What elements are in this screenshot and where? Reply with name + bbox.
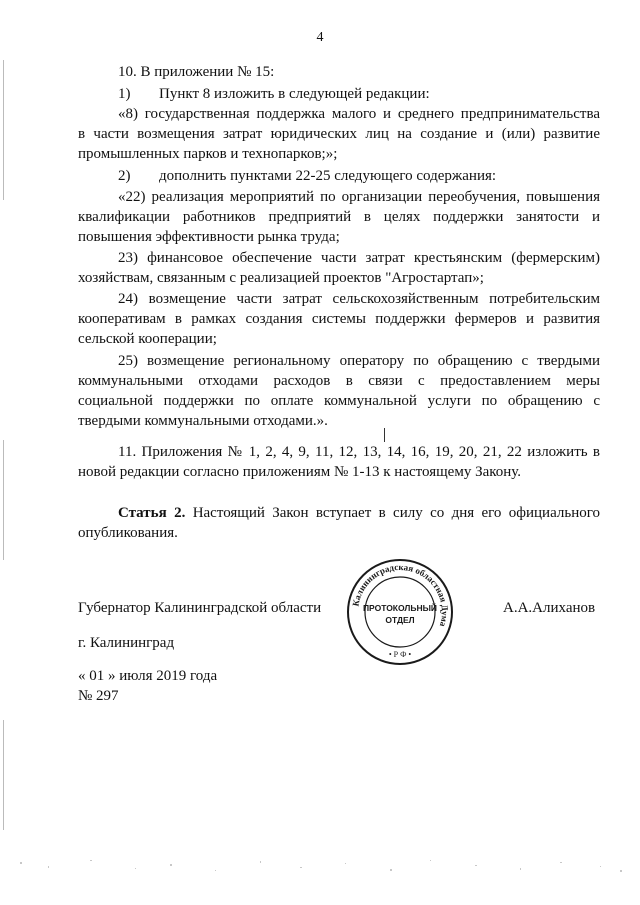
- official-stamp: [345, 557, 455, 667]
- text-cursor-mark: [384, 428, 385, 442]
- point25-line: твердыми коммунальными отходами.».: [78, 413, 328, 429]
- point8-line: «8) государственная поддержка малого и среднего предпринимательства: [118, 106, 600, 122]
- scan-noise: [0, 848, 640, 888]
- article2-label: Статья 2.: [118, 505, 186, 521]
- point24-line: кооперативам в рамках создания системы поддержки фермеров и развития: [78, 311, 600, 327]
- stamp-center-line: ПРОТОКОЛЬНЫЙ: [362, 603, 438, 613]
- sub2-text: дополнить пунктами 22-25 следующего содержания:: [159, 168, 497, 184]
- point8-line: в части возмещения затрат юридических лиц на создание и (или) развитие: [78, 126, 600, 142]
- item11-line: 11. Приложения № 1, 2, 4, 9, 11, 12, 13, 14, 16, 19, 20, 21, 22 изложить в: [118, 444, 600, 460]
- article2-line: опубликования.: [78, 525, 178, 541]
- stamp-center-line: ОТДЕЛ: [385, 615, 415, 625]
- point22-line: повышения эффективности рынка труда;: [78, 229, 340, 245]
- point22-line: квалификации работников предприятий в целях поддержки занятости и: [78, 209, 600, 225]
- article2-text: Настоящий Закон вступает в силу со дня его официального: [192, 505, 600, 521]
- point25-line: коммунальными отходами расходов в связи с предоставлением меры: [78, 373, 600, 389]
- point23-line: хозяйствам, связанным с реализацией проектов "Агростартап»;: [78, 270, 484, 286]
- scan-edge-mark: [3, 60, 4, 200]
- scan-edge-mark: [3, 720, 4, 830]
- point24-line: сельской кооперации;: [78, 331, 217, 347]
- scan-edge-mark: [3, 440, 4, 560]
- item10-heading: 10. В приложении № 15:: [118, 64, 275, 80]
- point23-line: 23) финансовое обеспечение части затрат крестьянским (фермерским): [118, 250, 600, 266]
- sub1-text: Пункт 8 изложить в следующей редакции:: [159, 86, 430, 102]
- point8-line: промышленных парков и технопарков;»;: [78, 146, 338, 162]
- stamp-bottom-text: • Р Ф •: [388, 650, 412, 659]
- point25-line: социальной поддержки по оплате коммунальной услуги по обращению с: [78, 393, 600, 409]
- item11-line: новой редакции согласно приложениям № 1-13 к настоящему Закону.: [78, 464, 522, 480]
- governor-position: Губернатор Калининградской области: [78, 600, 322, 616]
- article2-line: [118, 504, 600, 522]
- sub2-number: 2): [118, 168, 131, 184]
- stamp-ring-text: Калининградская областная Дума: [350, 561, 451, 628]
- governor-name: А.А.Алиханов: [503, 600, 596, 616]
- point22-line: «22) реализация мероприятий по организации переобучения, повышения: [118, 189, 600, 205]
- point25-line: 25) возмещение региональному оператору по обращению с твердыми: [118, 353, 600, 369]
- page-number: 4: [316, 30, 324, 45]
- city: г. Калининград: [78, 635, 175, 651]
- law-date: « 01 » июля 2019 года: [78, 668, 218, 684]
- sub1-number: 1): [118, 86, 131, 102]
- law-number: № 297: [78, 688, 119, 704]
- point24-line: 24) возмещение части затрат сельскохозяйственным потребительским: [118, 291, 600, 307]
